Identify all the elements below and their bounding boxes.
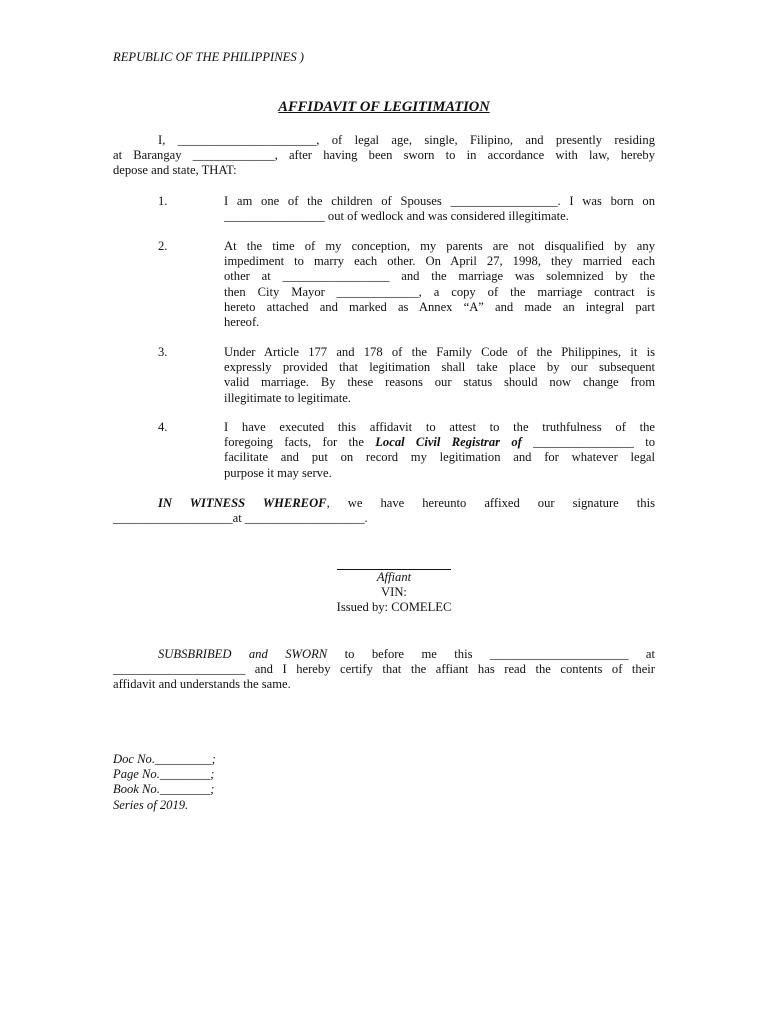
jurisdiction-header: REPUBLIC OF THE PHILIPPINES ) bbox=[113, 50, 304, 64]
item-2-line-5: hereto attached and marked as Annex “A” and made an integral part bbox=[224, 299, 655, 314]
doc-no: Doc No._________; bbox=[113, 752, 216, 766]
page-no: Page No.________; bbox=[113, 767, 215, 782]
item-1-line-1: I am one of the children of Spouses _________________. I was born on bbox=[224, 194, 655, 208]
item-4-line-2 bbox=[224, 435, 655, 450]
signature-block bbox=[334, 558, 454, 600]
item-3-line-3: valid marriage. By these reasons our status should now change from bbox=[224, 375, 655, 390]
signature-line bbox=[337, 558, 451, 570]
item-1-line-2: ________________ out of wedlock and was considered illegitimate. bbox=[224, 209, 569, 224]
item-paragraph-4 bbox=[224, 420, 655, 481]
intro-paragraph bbox=[113, 133, 655, 179]
item-2-line-2: impediment to marry each other. On April 27, 1998, they married each bbox=[224, 254, 655, 269]
witness-line-1-rest: , we have hereunto affixed our signature this bbox=[326, 496, 655, 510]
item-number-2: 2. bbox=[158, 239, 168, 253]
item-paragraph-2 bbox=[224, 239, 655, 330]
jurat-line-1 bbox=[113, 647, 655, 662]
item-4-line-2-post: ________________ to bbox=[521, 435, 656, 450]
item-3-line-4: illegitimate to legitimate. bbox=[224, 390, 351, 405]
jurat-line-1-rest: to before me this ______________________ at bbox=[327, 647, 655, 661]
item-number-1: 1. bbox=[158, 194, 168, 208]
witness-line-2: ___________________at ___________________. bbox=[113, 511, 368, 526]
item-4-line-1: I have executed this affidavit to attest to the truthfulness of the bbox=[224, 420, 655, 434]
local-civil-registrar-label: Local Civil Registrar of bbox=[375, 435, 522, 450]
item-4-line-4: purpose it may serve. bbox=[224, 465, 332, 480]
item-4-line-2-pre: foregoing facts, for the bbox=[224, 435, 376, 450]
notarial-register bbox=[113, 752, 216, 813]
item-number-4: 4. bbox=[158, 420, 168, 434]
vin-label: VIN: bbox=[381, 585, 407, 600]
book-no: Book No.________; bbox=[113, 782, 215, 797]
document-title: AFFIDAVIT OF LEGITIMATION bbox=[278, 99, 490, 115]
item-4-line-3: facilitate and put on record my legitimation and for whatever legal bbox=[224, 450, 655, 465]
item-2-line-4: then City Mayor _____________, a copy of the marriage contract is bbox=[224, 284, 655, 299]
intro-line-2: at Barangay _____________, after having been sworn to in accordance with law, hereby bbox=[113, 148, 655, 163]
witness-paragraph bbox=[113, 496, 655, 526]
item-2-line-6: hereof. bbox=[224, 315, 260, 330]
item-2-line-3: other at _________________ and the marriage was solemnized by the bbox=[224, 269, 655, 284]
witness-line-1 bbox=[113, 496, 655, 511]
item-paragraph-3 bbox=[224, 345, 655, 406]
subscribed-and-sworn-label: SUBSBRIBED and SWORN bbox=[158, 647, 328, 661]
item-paragraph-1 bbox=[224, 194, 655, 224]
jurat-line-2: _____________________ and I hereby certify that the affiant has read the contents of their bbox=[113, 662, 655, 677]
item-3-line-1: Under Article 177 and 178 of the Family Code of the Philippines, it is bbox=[224, 345, 655, 359]
item-3-line-2: expressly provided that legitimation shall take place by our subsequent bbox=[224, 360, 655, 375]
affiant-label: Affiant bbox=[376, 570, 412, 584]
item-2-line-1: At the time of my conception, my parents are not disqualified by any bbox=[224, 239, 655, 253]
jurat-line-3: affidavit and understands the same. bbox=[113, 677, 291, 692]
in-witness-whereof-label: IN WITNESS WHEREOF bbox=[158, 496, 327, 510]
intro-line-3: depose and state, THAT: bbox=[113, 163, 237, 178]
issued-by-label: Issued by: COMELEC bbox=[336, 600, 452, 614]
series-of: Series of 2019. bbox=[113, 797, 189, 812]
intro-line-1: I, ______________________, of legal age, single, Filipino, and presently residing bbox=[158, 133, 655, 147]
jurat-paragraph bbox=[113, 647, 655, 693]
item-number-3: 3. bbox=[158, 345, 168, 359]
